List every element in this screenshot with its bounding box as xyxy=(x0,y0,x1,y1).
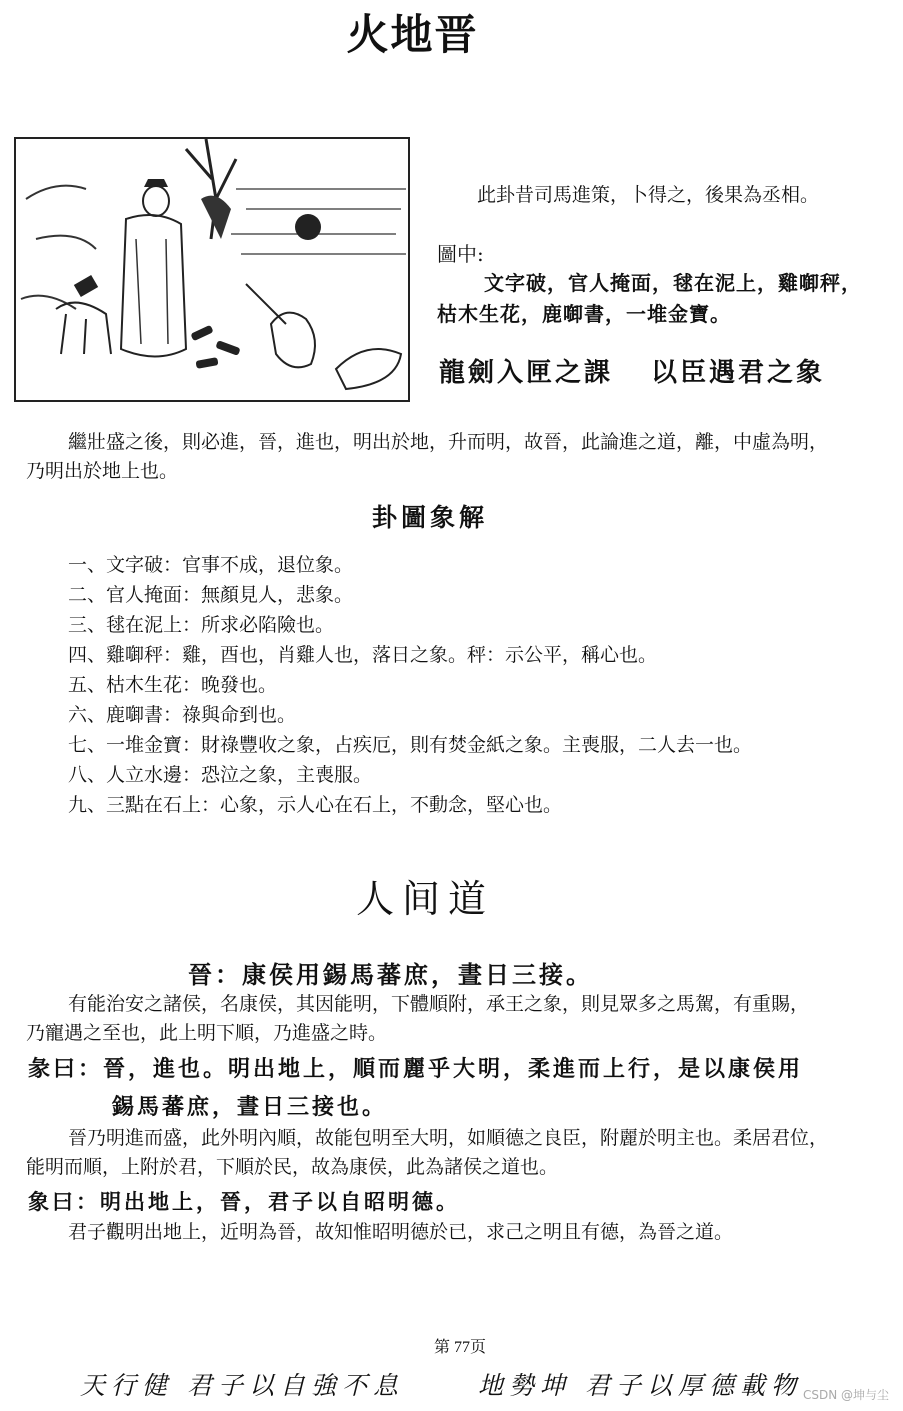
interpretation-list xyxy=(68,550,752,820)
page-number: 第 77页 xyxy=(433,1339,486,1356)
tuan-explain-line1: 晉乃明進而盛，此外明內順，故能包明至大明，如順德之良臣，附麗於明主也。柔居君位， xyxy=(68,1127,829,1149)
page-title: 火地晋 xyxy=(346,10,479,59)
summary-line2: 乃明出於地上也。 xyxy=(26,460,179,482)
list-item: 一、文字破：官事不成，退位象。 xyxy=(68,554,354,576)
figure-elements-line1: 文字破，官人掩面，毬在泥上，雞啣秤， xyxy=(484,271,862,295)
intro-text: 此卦昔司馬進策，卜得之，後果為丞相。 xyxy=(477,184,820,206)
summary-paragraph xyxy=(26,428,896,486)
subject-right: 以臣遇君之象 xyxy=(651,358,826,388)
xiang-line: 象曰：明出地上，晉，君子以自昭明德。 xyxy=(28,1189,460,1214)
tuan-explain-line2: 能明而順，上附於君，下順於民，故為康侯，此為諸侯之道也。 xyxy=(26,1156,559,1178)
subject-line xyxy=(439,352,825,389)
list-item: 四、雞啣秤：雞，酉也，肖雞人也，落日之象。秤：示公平，稱心也。 xyxy=(68,644,658,666)
footer-left: 天行健 君子以自強不息 xyxy=(80,1371,404,1400)
list-item: 二、官人掩面：無顏見人，悲象。 xyxy=(68,584,354,606)
gua-ci-explain-line2: 乃寵遇之至也，此上明下順，乃進盛之時。 xyxy=(26,1022,388,1044)
list-item: 三、毬在泥上：所求必陷險也。 xyxy=(68,614,335,636)
figure-label: 圖中: xyxy=(437,242,484,266)
watermark: CSDN @坤与尘 xyxy=(802,1388,889,1402)
summary-line1: 繼壯盛之後，則必進，晉，進也，明出於地，升而明，故晉，此論進之道，離，中虛為明， xyxy=(68,431,829,453)
gua-ci-explain xyxy=(26,990,896,1048)
gua-ci-explain-line1: 有能治安之諸侯，名康侯，其因能明，下體順附，承王之象，則見眾多之馬駕，有重賜， xyxy=(68,993,810,1015)
gua-ci: 晉：康侯用錫馬蕃庶，晝日三接。 xyxy=(188,960,593,989)
section2-title: 人间道 xyxy=(355,877,494,921)
tuan-line2: 錫馬蕃庶，晝日三接也。 xyxy=(112,1094,388,1120)
list-item: 五、枯木生花：晚發也。 xyxy=(68,674,278,696)
list-item: 八、人立水邊：恐泣之象，主喪服。 xyxy=(68,764,373,786)
subject-left: 龍劍入匣之課 xyxy=(439,358,614,388)
tuan-line1: 彖曰：晉，進也。明出地上，順而麗乎大明，柔進而上行，是以康侯用 xyxy=(28,1056,804,1082)
footer-right: 地勢坤 君子以厚德載物 xyxy=(478,1371,802,1400)
section1-title: 卦圖象解 xyxy=(371,503,488,532)
list-item: 七、一堆金寶：財祿豐收之象，占疾厄，則有焚金紙之象。主喪服，二人去一也。 xyxy=(68,734,753,756)
xiang-explain: 君子觀明出地上，近明為晉，故知惟昭明德於已，求己之明且有德，為晉之道。 xyxy=(68,1221,734,1243)
list-item: 九、三點在石上：心象，示人心在石上，不動念，堅心也。 xyxy=(68,794,563,816)
illustration xyxy=(14,137,410,402)
figure-elements-line2: 枯木生花，鹿啣書，一堆金寶。 xyxy=(437,302,731,326)
list-item: 六、鹿啣書：祿與命到也。 xyxy=(68,704,297,726)
tuan-explain xyxy=(26,1124,896,1182)
illustration-drawing xyxy=(16,139,408,400)
